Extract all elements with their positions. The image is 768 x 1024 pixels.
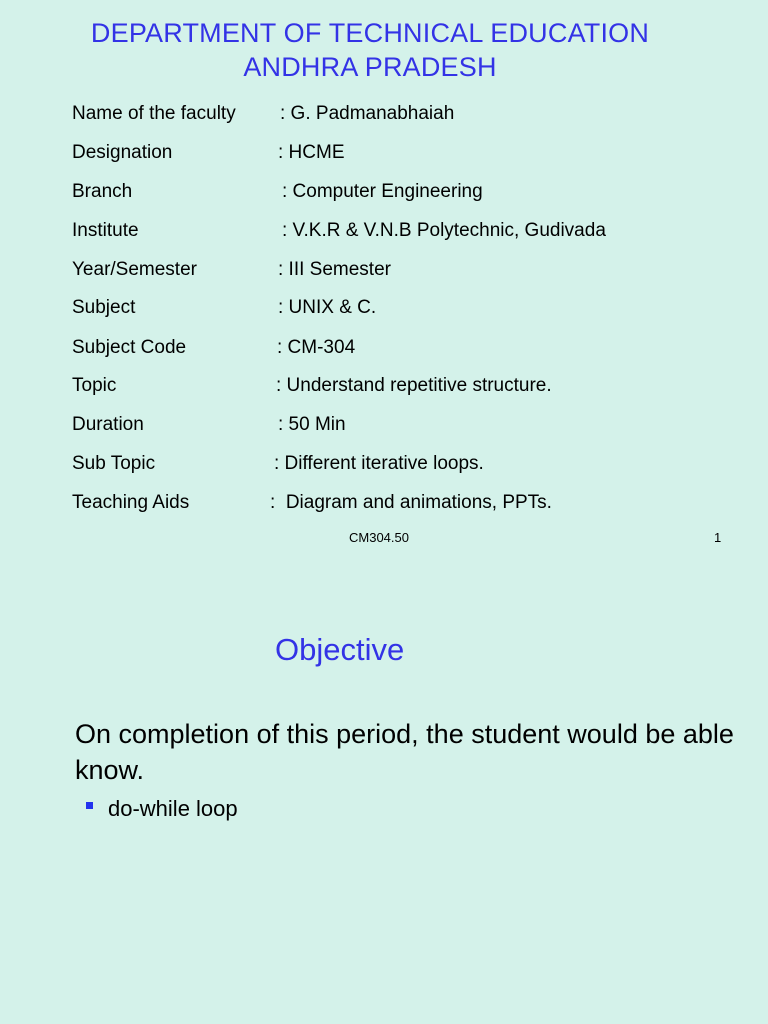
bullet-text: do-while loop bbox=[108, 796, 238, 821]
info-value: : CM-304 bbox=[277, 337, 356, 358]
info-value: : UNIX & C. bbox=[278, 297, 377, 318]
info-label: Subject Code bbox=[72, 337, 187, 358]
info-label: Teaching Aids bbox=[72, 492, 190, 513]
department-title: DEPARTMENT OF TECHNICAL EDUCATION bbox=[90, 18, 650, 48]
info-value: : Different iterative loops. bbox=[274, 453, 484, 474]
slide-page-number: 1 bbox=[714, 530, 722, 545]
info-label: Duration bbox=[72, 414, 144, 435]
bullet-square-icon bbox=[86, 802, 93, 809]
info-value: : G. Padmanabhaiah bbox=[280, 103, 455, 124]
info-value: : HCME bbox=[278, 142, 345, 163]
info-value: : V.K.R & V.N.B Polytechnic, Gudivada bbox=[282, 220, 606, 241]
info-label: Subject bbox=[72, 297, 136, 318]
info-label: Sub Topic bbox=[72, 453, 156, 474]
info-value: : Computer Engineering bbox=[282, 181, 483, 202]
slide-footer-code: CM304.50 bbox=[349, 530, 409, 545]
info-value: : III Semester bbox=[278, 259, 391, 280]
info-label: Topic bbox=[72, 375, 117, 396]
info-label: Name of the faculty bbox=[72, 103, 236, 124]
info-label: Institute bbox=[72, 220, 139, 241]
state-title: ANDHRA PRADESH bbox=[243, 52, 497, 82]
objective-body: On completion of this period, the student would be able know. bbox=[75, 719, 734, 785]
info-value: : Diagram and animations, PPTs. bbox=[270, 492, 552, 513]
info-label: Designation bbox=[72, 142, 173, 163]
info-label: Branch bbox=[72, 181, 133, 202]
info-label: Year/Semester bbox=[72, 259, 197, 280]
slide-2 bbox=[0, 560, 768, 1024]
info-value: : Understand repetitive structure. bbox=[276, 375, 552, 396]
objective-heading: Objective bbox=[275, 632, 405, 667]
info-value: : 50 Min bbox=[278, 414, 346, 435]
